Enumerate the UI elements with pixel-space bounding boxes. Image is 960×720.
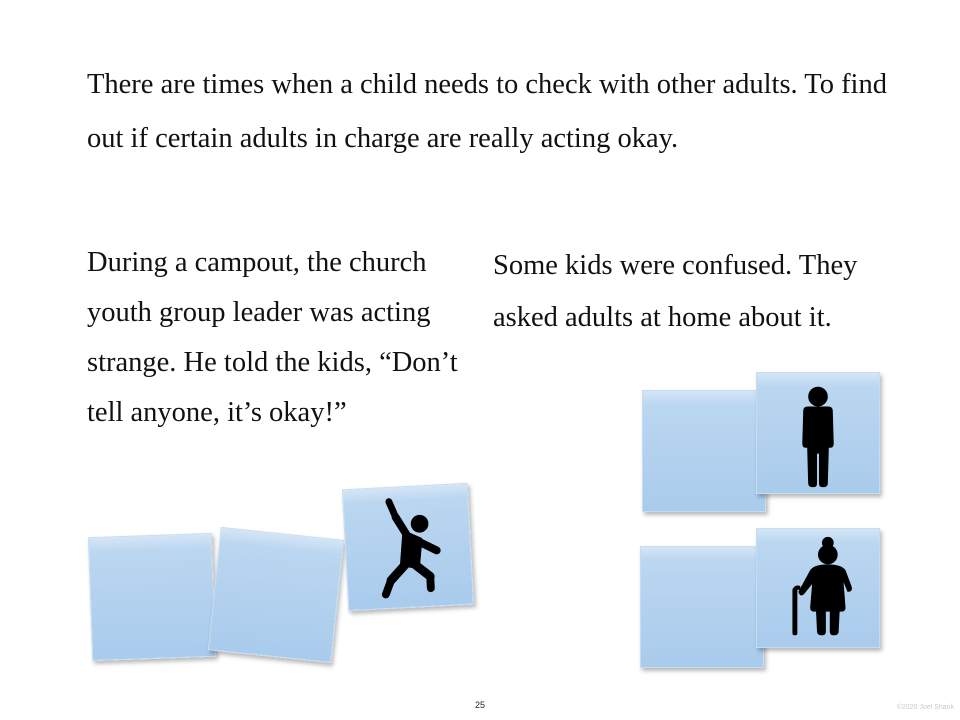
sticky-note-standing-man bbox=[756, 372, 880, 494]
elder-with-cane-icon bbox=[757, 529, 879, 647]
copyright-notice: ©2020 Joel Shank bbox=[896, 704, 954, 711]
sticky-note-2 bbox=[208, 527, 344, 663]
sticky-note-dancing-man bbox=[342, 483, 474, 611]
sticky-note-4 bbox=[640, 546, 764, 668]
sticky-note-1 bbox=[88, 533, 216, 661]
person-dancing-icon bbox=[343, 484, 473, 610]
page-number: 25 bbox=[474, 700, 485, 710]
kids-confused-paragraph: Some kids were confused. They asked adults at home about it. bbox=[493, 250, 858, 333]
intro-paragraph: There are times when a child needs to check with other adults. To find out if certain adults in charge are really acting okay. bbox=[87, 69, 887, 154]
sticky-note-elder bbox=[756, 528, 880, 648]
person-standing-icon bbox=[757, 373, 879, 493]
campout-story-paragraph: During a campout, the church youth group leader was acting strange. He told the kids, “Don’t tell anyone, it’s okay!” bbox=[87, 247, 458, 428]
sticky-note-3 bbox=[642, 390, 766, 512]
